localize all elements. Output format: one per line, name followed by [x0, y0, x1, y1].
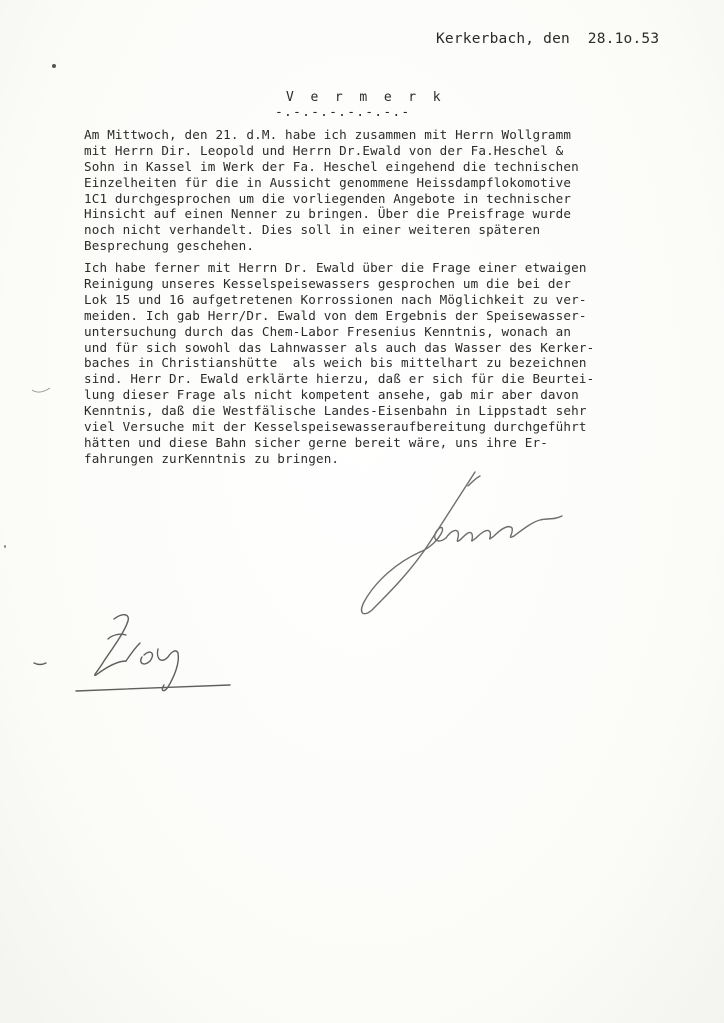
- memo-title-underline: -.-.-.-.-.-.-.-: [275, 105, 411, 120]
- text-line: untersuchung durch das Chem-Labor Fresenius Kenntnis, wonach an: [84, 323, 572, 339]
- text-line: Reinigung unseres Kesselspeisewassers gesprochen um die bei der: [84, 276, 572, 292]
- text-line: Einzelheiten für die in Aussicht genommene Heissdampflokomotive: [84, 174, 572, 190]
- text-line: baches in Christianshütte als weich bis mittelhart zu bezeichnen: [84, 355, 587, 371]
- memo-body: [84, 127, 704, 473]
- text-line: Ich habe ferner mit Herrn Dr. Ewald über die Frage einer etwaigen: [84, 260, 587, 276]
- scan-speck: [52, 64, 56, 68]
- text-line: und für sich sowohl das Lahnwasser als auch das Wasser des Kerker-: [84, 339, 595, 355]
- scan-mark: [30, 380, 54, 400]
- date-line: Kerkerbach, den 28.1o.53: [436, 31, 660, 47]
- paragraph-1: [84, 127, 704, 254]
- text-line: sind. Herr Dr. Ewald erklärte hierzu, daß er sich für die Beurtei-: [84, 371, 595, 387]
- text-line: fahrungen zurKenntnis zu bringen.: [84, 450, 340, 466]
- text-line: Kenntnis, daß die Westfälische Landes-Eisenbahn in Lippstadt sehr: [84, 403, 587, 419]
- text-line: Lok 15 und 16 aufgetretenen Korrossionen nach Möglichkeit zu ver-: [84, 291, 587, 307]
- text-line: noch nicht verhandelt. Dies soll in einer weiteren späteren: [84, 222, 541, 238]
- text-line: Sohn in Kassel im Werk der Fa. Heschel eingehend die technischen: [84, 158, 579, 174]
- paragraph-2: [84, 260, 704, 467]
- text-line: Am Mittwoch, den 21. d.M. habe ich zusammen mit Herrn Wollgramm: [84, 127, 572, 142]
- memo-title: V e r m e r k: [286, 90, 445, 105]
- text-line: Besprechung geschehen.: [84, 238, 255, 254]
- text-line: Hinsicht auf einen Nenner zu bringen. Über die Preisfrage wurde: [84, 206, 572, 222]
- text-line: viel Versuche mit der Kesselspeisewasseraufbereitung durchgeführt: [84, 419, 587, 435]
- text-line: 1C1 durchgesprochen um die vorliegenden Angebote in technischer: [84, 190, 572, 206]
- scan-speck: [4, 545, 6, 548]
- signature-right: [350, 462, 580, 622]
- text-line: hätten und diese Bahn sicher gerne bereit wäre, uns ihre Er-: [84, 434, 548, 450]
- signature-left: [30, 605, 240, 705]
- text-line: mit Herrn Dir. Leopold und Herrn Dr.Ewald von der Fa.Heschel &: [84, 142, 564, 158]
- text-line: meiden. Ich gab Herr/Dr. Ewald von dem Ergebnis der Speisewasser-: [84, 307, 587, 323]
- text-line: lung dieser Frage als nicht kompetent ansehe, gab mir aber davon: [84, 387, 579, 403]
